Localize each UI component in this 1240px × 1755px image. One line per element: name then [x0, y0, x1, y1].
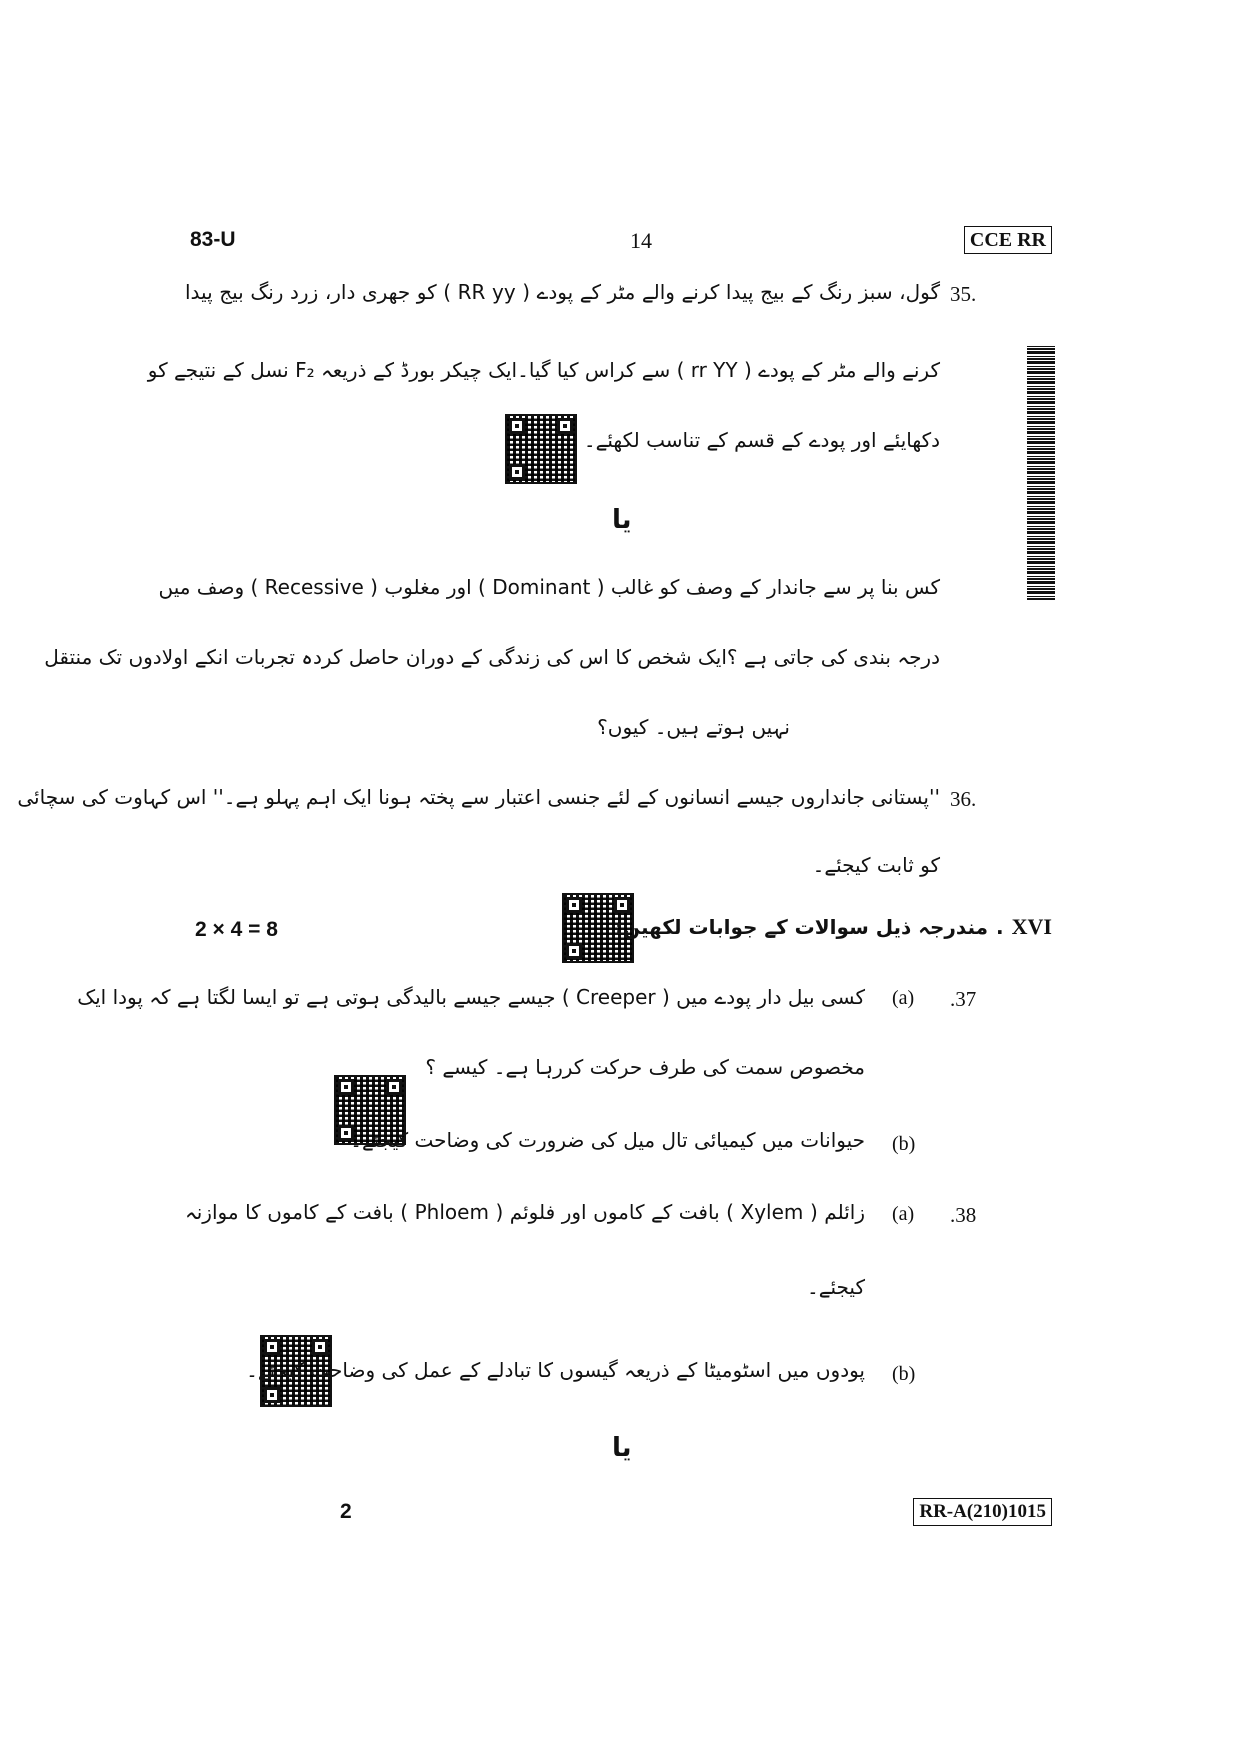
or-separator: یا	[612, 505, 632, 535]
q35-alt-line-1: کس بنا پر سے جاندار کے وصف کو غالب ( Dominant ) اور مغلوب ( Recessive ) وصف میں	[158, 575, 940, 599]
q37-number: .37	[950, 987, 977, 1011]
q36-line-1: ''پستانی جانداروں جیسے انسانوں کے لئے جنسی اعتبار سے پختہ ہونا ایک اہم پہلو ہے۔'' اس کہاوت کی سچائی	[17, 785, 940, 809]
section-marks: 2 × 4 = 8	[195, 918, 278, 941]
q38-a-label: (a)	[892, 1203, 915, 1225]
page-number-bottom: 2	[340, 1500, 352, 1523]
q38-a-line-2: کیجئے۔	[807, 1275, 865, 1299]
q35-line-3: دکھایئے اور پودے کے قسم کے تناسب لکھئے۔	[583, 428, 940, 452]
q35-line-1: گول، سبز رنگ کے بیج پیدا کرنے والے مٹر کے پودے ( RR yy ) کو جھری دار، زرد رنگ بیج پیدا	[185, 280, 940, 304]
q35-line-2: کرنے والے مٹر کے پودے ( rr YY ) سے کراس کیا گیا۔ایک چیکر بورڈ کے ذریعہ F₂ نسل کے نتیجے کو	[147, 358, 940, 382]
section-heading: XVI . مندرجہ ذیل سوالات کے جوابات لکھیں:	[615, 914, 1052, 939]
barcode	[1027, 345, 1055, 600]
or-separator-2: یا	[612, 1433, 632, 1463]
q38-number: .38	[950, 1203, 977, 1227]
q37-a-line-1: کسی بیل دار پودے میں ( Creeper ) جیسے جیسے بالیدگی ہوتی ہے تو ایسا لگتا ہے کہ پودا ایک	[77, 985, 865, 1009]
footer-code: RR-A(210)1015	[913, 1498, 1052, 1526]
paper-code: 83-U	[190, 228, 236, 251]
q37-a-label: (a)	[892, 987, 915, 1009]
q35-alt-line-3: نہیں ہوتے ہیں۔ کیوں؟	[597, 715, 790, 739]
q38-a-line-1: زائلم ( Xylem ) بافت کے کاموں اور فلوئم ( Phloem ) بافت کے کاموں کا موازنہ	[185, 1200, 865, 1224]
q37-b-label: (b)	[892, 1133, 916, 1155]
section-title: مندرجہ ذیل سوالات کے جوابات لکھیں:	[615, 915, 989, 939]
qr-code	[505, 414, 577, 484]
page-number-top: 14	[630, 228, 652, 253]
q35-alt-line-2: درجہ بندی کی جاتی ہے ؟ایک شخص کا اس کی زندگی کے دوران حاصل کردہ تجربات انکے اولادوں تک منتقل	[44, 645, 940, 669]
q38-b-label: (b)	[892, 1363, 916, 1385]
section-roman: XVI	[1011, 914, 1052, 939]
series-label: CCE RR	[964, 226, 1052, 254]
q36-number: 36.	[950, 787, 977, 811]
q37-b-line-1: حیوانات میں کیمیائی تال میل کی ضرورت کی وضاحت کیجئے۔	[350, 1128, 865, 1152]
q37-a-line-2: مخصوص سمت کی طرف حرکت کررہا ہے۔ کیسے ؟	[425, 1055, 865, 1079]
q38-b-line-1: پودوں میں اسٹومیٹا کے ذریعہ گیسوں کا تبادلے کے عمل کی وضاحت کیجئے۔	[246, 1358, 865, 1382]
q35-number: 35.	[950, 282, 977, 306]
q36-line-2: کو ثابت کیجئے۔	[812, 853, 940, 877]
